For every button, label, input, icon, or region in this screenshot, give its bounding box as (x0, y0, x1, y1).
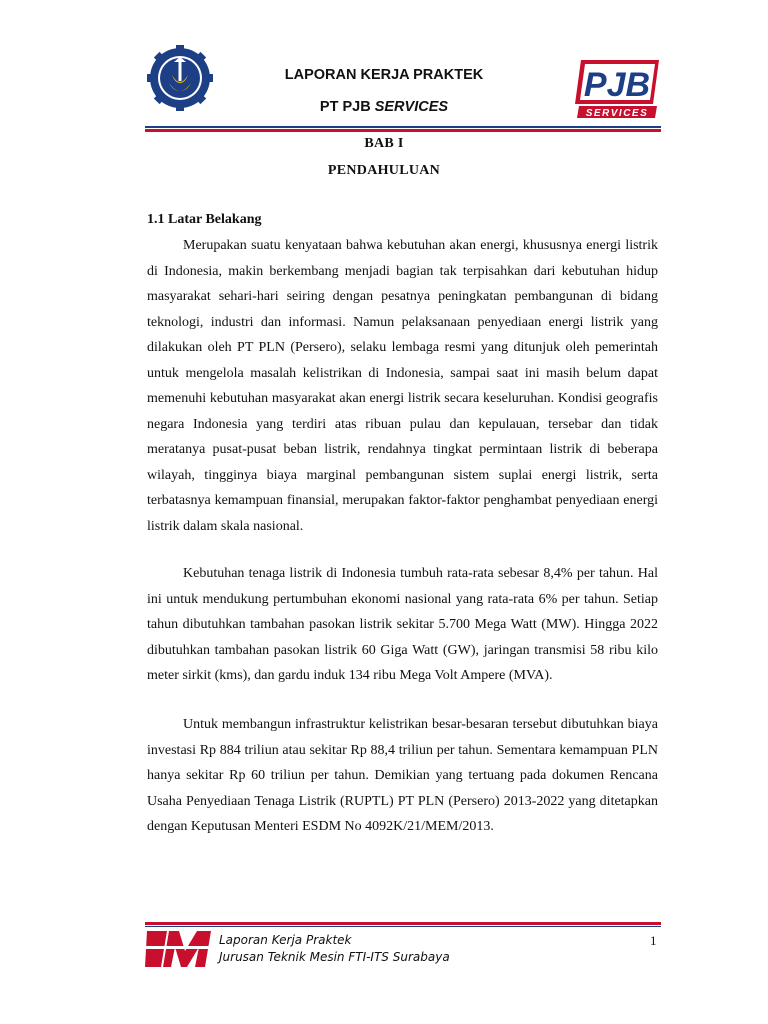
paragraph: Untuk membangun infrastruktur kelistrikan besar-besaran tersebut dibutuhkan biaya investasi Rp 884 triliun atau sekitar Rp 88,4 triliun per tahun. Sementara kemampuan PLN hanya sekitar Rp 60 triliun per tahun. Demikian yang tertuang pada dokumen Rencana Usaha Penyediaan Tenaga Listrik (RUPTL) PT PLN (Persero) 2013-2022 yang ditetapkan dengan Keputusan Menteri ESDM No 4092K/21/MEM/2013. (147, 717, 658, 834)
footer-line2: Jurusan Teknik Mesin FTI-ITS Surabaya (219, 950, 450, 964)
logo-right-subtext: SERVICES (585, 108, 649, 119)
paragraph: Merupakan suatu kenyataan bahwa kebutuhan akan energi, khususnya energi listrik di Indonesia, makin berkembang menjadi bagian tak terpisahkan dari kebutuhan hidup masyarakat sehari-hari seiring dengan pesatnya peningkatan pembangunan di bidang teknologi, industri dan informasi. Namun pelaksanaan penyediaan energi listrik yang dilakukan oleh PT PLN (Persero), selaku lembaga resmi yang ditunjuk oleh pemerintah untuk mengelola masalah kelistrikan di Indonesia, sampai saat ini masih belum dapat memenuhi kebutuhan masyarakat akan energi listrik secara keseluruhan. Kondisi geografis negara Indonesia yang terdiri atas ribuan pulau dan kepulauan, tersebar dan tidak meratanya pusat-pusat beban listrik, rendahnya tingkat permintaan listrik di beberapa wilayah, tingginya biaya marginal pembangunan sistem suplai energi listrik, serta terbatasnya kemampuan finansial, merupakan faktor-faktor penghambat penyediaan energi listrik dalam skala nasional. (147, 238, 658, 534)
footer-rule-red (145, 922, 661, 925)
header-rule-blue (145, 126, 661, 128)
header-rule-red (145, 129, 661, 132)
header-subtitle-prefix: PT PJB (319, 99, 375, 115)
footer-line1: Laporan Kerja Praktek (219, 933, 352, 947)
header-title: LAPORAN KERJA PRAKTEK (284, 67, 484, 83)
pjb-services-logo (575, 58, 660, 120)
logo-right-text: PJB (583, 66, 651, 104)
department-logo (145, 929, 213, 969)
footer-rule-blue (145, 926, 661, 927)
chapter-number: BAB I (364, 136, 404, 151)
page-number: 1 (650, 933, 657, 948)
section-title: 1.1 Latar Belakang (147, 212, 262, 227)
header-subtitle-italic: SERVICES (374, 99, 449, 115)
paragraph: Kebutuhan tenaga listrik di Indonesia tumbuh rata-rata sebesar 8,4% per tahun. Hal ini untuk mendukung pertumbuhan ekonomi nasional yang rata-rata 6% per tahun. Setiap tahun dibutuhkan tambahan pasokan listrik sekitar 5.700 Mega Watt (MW). Hingga 2022 dibutuhkan tambahan pasokan listrik 60 Giga Watt (GW), jaringan transmisi 58 ribu kilo meter sirkit (kms), dan gardu induk 134 ribu Mega Volt Ampere (MVA). (147, 566, 658, 683)
chapter-title: PENDAHULUAN (327, 163, 441, 178)
